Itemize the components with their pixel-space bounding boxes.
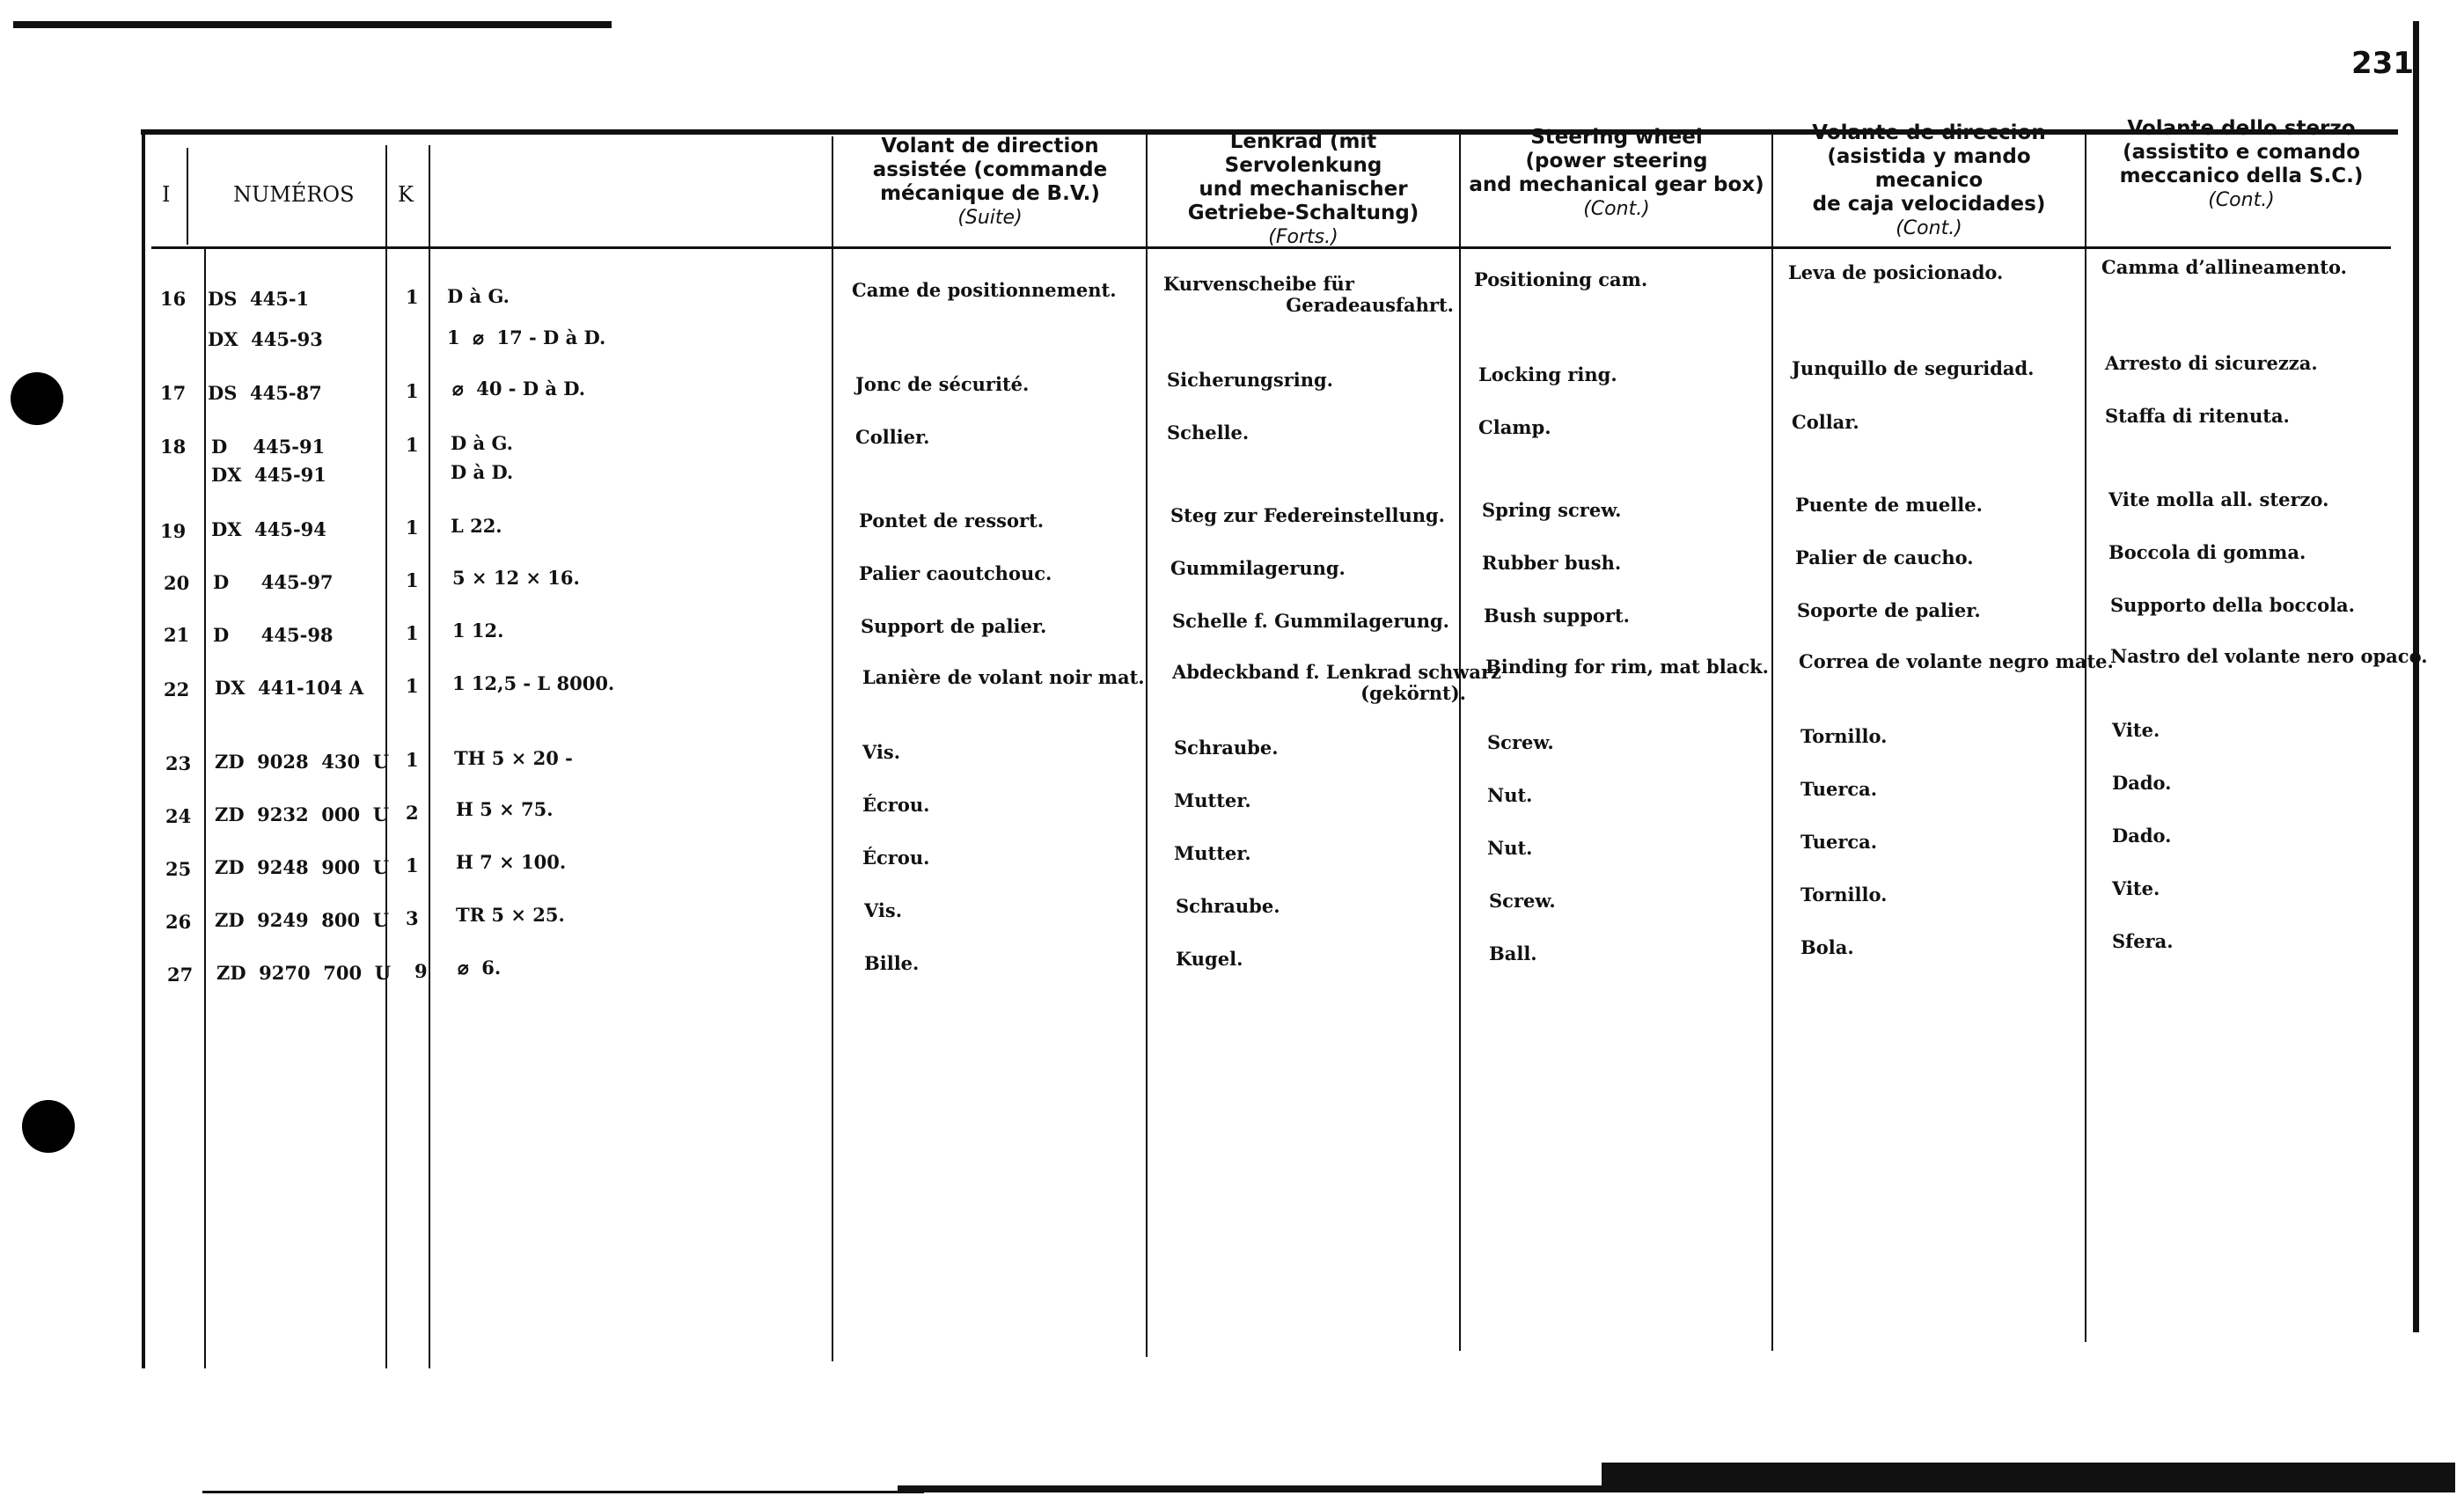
col-en-left-rule (1459, 132, 1461, 1351)
row-19-spanish: Puente de muelle. (1795, 494, 1983, 516)
row-23-french: Vis. (862, 741, 901, 763)
row-16-spanish: Leva de posicionado. (1788, 261, 2004, 283)
row-20-qty: 1 (406, 569, 419, 591)
row-18-english: Clamp. (1478, 416, 1551, 438)
row-23-spanish: Tornillo. (1800, 725, 1888, 747)
row-20-french: Palier caoutchouc. (859, 562, 1052, 584)
row-25-english: Nut. (1487, 837, 1533, 859)
row-25-italian: Dado. (2112, 825, 2172, 847)
row-22-french: Lanière de volant noir mat. (862, 666, 1145, 688)
header-numeros: NUMÉROS (233, 182, 355, 207)
header-k: K (398, 182, 414, 207)
header-i: I (162, 182, 171, 207)
header-spanish-line3: de caja velocidades) (1812, 193, 2046, 216)
row-16-french: Came de positionnement. (852, 279, 1117, 301)
row-23-index: 23 (165, 752, 192, 774)
header-english-line2: (power steering (1525, 150, 1708, 172)
header-english (1463, 126, 1771, 221)
row-18-number-1: D 445-91 (211, 436, 326, 458)
row-22-index: 22 (164, 678, 190, 700)
row-21-italian: Supporto della boccola. (2110, 594, 2355, 616)
header-french-line2: assistée (commande (872, 158, 1108, 181)
row-26-qty: 3 (406, 907, 419, 929)
col-de-left-rule (1146, 134, 1148, 1357)
bottom-rule-thin (202, 1491, 924, 1493)
row-21-spanish: Soporte de palier. (1797, 599, 1981, 621)
right-edge-rule (2413, 21, 2419, 1332)
row-22-german (1172, 661, 1501, 704)
header-spanish (1774, 121, 2084, 240)
row-16-spec-1: D à G. (447, 285, 510, 307)
row-24-index: 24 (165, 805, 192, 827)
row-25-spec: H 7 × 100. (456, 851, 567, 873)
row-18-spec-2: D à D. (451, 461, 514, 483)
row-23-english: Screw. (1487, 731, 1554, 753)
row-21-qty: 1 (406, 622, 419, 644)
row-23-spec: TH 5 × 20 - (454, 747, 573, 769)
row-20-index: 20 (164, 572, 190, 594)
row-17-german: Sicherungsring. (1167, 369, 1333, 391)
col-spec-left-rule (429, 145, 430, 1368)
col-i-left-rule (142, 132, 145, 1368)
header-german-line2: und mechanischer (1199, 178, 1408, 201)
header-italian-note: (Cont.) (2208, 189, 2275, 211)
row-25-index: 25 (165, 858, 192, 880)
row-16-index: 16 (160, 288, 187, 310)
row-21-spec: 1 12. (452, 620, 504, 642)
row-25-qty: 1 (406, 854, 419, 876)
header-italian-line1: Volante dello sterzo (2127, 117, 2356, 140)
row-20-number: D 445-97 (213, 571, 334, 593)
row-18-german: Schelle. (1167, 422, 1250, 444)
row-18-spanish: Collar. (1792, 411, 1859, 433)
col-it-left-rule (2085, 132, 2086, 1342)
header-french-line3: mécanique de B.V.) (880, 182, 1100, 205)
row-20-german: Gummilagerung. (1170, 557, 1346, 579)
row-20-spec: 5 × 12 × 16. (452, 567, 580, 589)
row-20-italian: Boccola di gomma. (2108, 541, 2306, 563)
row-23-italian: Vite. (2112, 719, 2160, 741)
header-german (1149, 130, 1457, 249)
row-20-spanish: Palier de caucho. (1795, 546, 1974, 568)
row-16-spec-2: 1 ⌀ 17 - D à D. (447, 326, 606, 348)
col-fr-left-rule (832, 136, 833, 1361)
row-16-english: Positioning cam. (1474, 268, 1648, 290)
row-19-qty: 1 (406, 517, 419, 539)
page-number: 231 (2351, 46, 2414, 81)
binder-hole-bottom (22, 1100, 75, 1153)
row-24-number: ZD 9232 000 U (215, 803, 390, 825)
row-18-number-2: DX 445-91 (211, 464, 326, 486)
row-26-index: 26 (165, 911, 192, 933)
row-25-french: Écrou. (862, 847, 930, 869)
header-german-note: (Forts.) (1268, 226, 1338, 248)
row-24-german: Mutter. (1174, 789, 1251, 811)
header-english-line3: and mechanical gear box) (1469, 173, 1764, 196)
row-27-french: Bille. (864, 952, 920, 974)
row-25-number: ZD 9248 900 U (215, 856, 390, 878)
header-spanish-line2: (asistida y mando mecanico (1827, 145, 2031, 192)
row-24-french: Écrou. (862, 794, 930, 816)
header-italian-line3: meccanico della S.C.) (2119, 165, 2364, 187)
row-21-english: Bush support. (1484, 605, 1630, 627)
row-16-qty: 1 (406, 286, 419, 308)
row-24-italian: Dado. (2112, 772, 2172, 794)
row-22-german-line1: Abdeckband f. Lenkrad schwarz (1172, 661, 1501, 683)
col-numeros-left-rule (204, 249, 206, 1368)
row-21-index: 21 (164, 624, 190, 646)
row-16-german (1163, 274, 1454, 316)
row-17-number: DS 445-87 (208, 382, 322, 404)
row-25-spanish: Tuerca. (1800, 831, 1878, 853)
row-19-english: Spring screw. (1482, 499, 1622, 521)
row-19-spec: L 22. (451, 515, 502, 537)
row-27-spec: ⌀ 6. (458, 957, 502, 979)
row-17-italian: Arresto di sicurezza. (2105, 352, 2318, 374)
row-19-number: DX 445-94 (211, 518, 326, 540)
row-17-qty: 1 (406, 380, 419, 402)
row-16-number-2: DX 445-93 (208, 328, 323, 350)
row-27-index: 27 (167, 964, 194, 986)
row-27-german: Kugel. (1176, 948, 1243, 970)
header-english-note: (Cont.) (1583, 198, 1650, 220)
binder-hole-top (11, 372, 63, 425)
row-22-italian: Nastro del volante nero opaco. (2110, 645, 2428, 667)
row-26-french: Vis. (864, 899, 903, 921)
row-17-french: Jonc de sécurité. (855, 373, 1030, 395)
header-german-line1: Lenkrad (mit Servolenkung (1224, 130, 1382, 177)
row-18-french: Collier. (855, 426, 930, 448)
row-26-german: Schraube. (1176, 895, 1280, 917)
row-24-spanish: Tuerca. (1800, 778, 1878, 800)
header-german-line3: Getriebe-Schaltung) (1187, 202, 1419, 224)
row-19-index: 19 (160, 520, 187, 542)
row-23-german: Schraube. (1174, 737, 1279, 759)
row-27-qty: 9 (414, 960, 428, 982)
row-17-english: Locking ring. (1478, 363, 1617, 385)
row-24-spec: H 5 × 75. (456, 798, 554, 820)
row-22-spanish: Correa de volante negro mate. (1799, 650, 2114, 672)
row-20-english: Rubber bush. (1482, 552, 1622, 574)
row-16-german-line2: Geradeausfahrt. (1286, 294, 1454, 316)
row-27-italian: Sfera. (2112, 930, 2174, 952)
row-22-qty: 1 (406, 675, 419, 697)
row-21-number: D 445-98 (213, 624, 334, 646)
row-26-english: Screw. (1489, 890, 1556, 912)
header-spanish-note: (Cont.) (1896, 217, 1962, 239)
row-26-number: ZD 9249 800 U (215, 909, 390, 931)
row-26-italian: Vite. (2112, 877, 2160, 899)
row-24-qty: 2 (406, 802, 419, 824)
header-french (840, 135, 1140, 230)
header-french-line1: Volant de direction (881, 135, 1099, 158)
row-19-italian: Vite molla all. sterzo. (2108, 488, 2329, 510)
row-17-spec: ⌀ 40 - D à D. (452, 378, 586, 400)
row-21-french: Support de palier. (861, 615, 1047, 637)
row-16-italian: Camma d’allineamento. (2101, 256, 2347, 278)
row-22-spec: 1 12,5 - L 8000. (452, 672, 615, 694)
row-22-english: Binding for rim, mat black. (1485, 656, 1769, 678)
row-17-spanish: Junquillo de seguridad. (1792, 357, 2035, 379)
row-21-german: Schelle f. Gummilagerung. (1172, 610, 1449, 632)
row-27-english: Ball. (1489, 942, 1537, 964)
row-22-number: DX 441-104 A (215, 677, 364, 699)
col-i-rule (187, 148, 188, 245)
header-french-note: (Suite) (957, 207, 1023, 229)
bottom-rule-mid (898, 1485, 1602, 1492)
header-italian (2087, 117, 2395, 212)
header-english-line1: Steering wheel (1530, 126, 1703, 149)
header-spanish-line1: Volante de direccion (1812, 121, 2046, 144)
header-italian-line2: (assistito e comando (2123, 141, 2360, 164)
col-es-left-rule (1771, 132, 1773, 1351)
bottom-rule-thick (1602, 1463, 2455, 1492)
row-24-english: Nut. (1487, 784, 1533, 806)
row-18-spec-1: D à G. (451, 432, 513, 454)
row-17-index: 17 (160, 382, 187, 404)
row-19-french: Pontet de ressort. (859, 510, 1045, 532)
row-18-qty: 1 (406, 434, 419, 456)
row-25-german: Mutter. (1174, 842, 1251, 864)
row-18-italian: Staffa di ritenuta. (2105, 405, 2290, 427)
row-16-number-1: DS 445-1 (208, 288, 310, 310)
row-26-spec: TR 5 × 25. (456, 904, 565, 926)
row-18-index: 18 (160, 436, 187, 458)
row-16-german-line1: Kurvenscheibe für (1163, 273, 1354, 295)
row-23-number: ZD 9028 430 U (215, 751, 390, 773)
top-left-rule (13, 21, 612, 28)
row-27-number: ZD 9270 700 U (216, 962, 392, 984)
row-27-spanish: Bola. (1800, 936, 1854, 958)
row-22-german-line2: (gekörnt). (1360, 682, 1466, 704)
row-23-qty: 1 (406, 749, 419, 771)
row-19-german: Steg zur Federeinstellung. (1170, 504, 1445, 526)
row-26-spanish: Tornillo. (1800, 884, 1888, 906)
